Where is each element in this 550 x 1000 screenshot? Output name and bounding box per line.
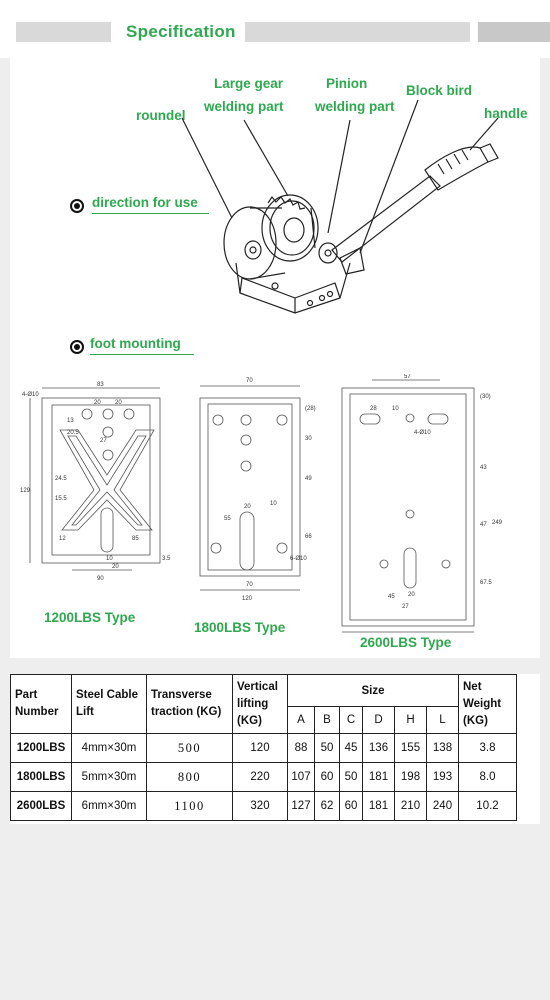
dim-66: 66 bbox=[305, 534, 312, 540]
dim-205: 20.5 bbox=[67, 430, 79, 436]
cell-size: 155 bbox=[395, 734, 427, 763]
header-traction: Transverse traction (KG) bbox=[147, 675, 233, 734]
cell-weight: 8.0 bbox=[459, 763, 517, 792]
dim-55: 55 bbox=[224, 516, 231, 522]
table-row bbox=[11, 734, 517, 763]
dim-57: 57 bbox=[404, 374, 411, 380]
header-part: Part Number bbox=[11, 675, 72, 734]
cell-part: 1200LBS bbox=[11, 734, 72, 763]
dim-49: 49 bbox=[305, 476, 312, 482]
cell-size: 136 bbox=[363, 734, 395, 763]
header-weight: Net Weight (KG) bbox=[459, 675, 517, 734]
banner-bar-left bbox=[16, 22, 111, 42]
dim-27: 27 bbox=[402, 604, 409, 610]
cell-size: 240 bbox=[427, 792, 459, 821]
size-col-header: C bbox=[340, 707, 363, 734]
cell-lifting: 320 bbox=[233, 792, 288, 821]
size-col-header: H bbox=[395, 707, 427, 734]
cell-size: 107 bbox=[288, 763, 315, 792]
dim-hole: 4-Ø10 bbox=[22, 392, 39, 398]
header-size: Size bbox=[288, 675, 459, 707]
cell-weight: 10.2 bbox=[459, 792, 517, 821]
cell-traction: 1100 bbox=[147, 792, 233, 821]
cell-size: 181 bbox=[363, 763, 395, 792]
dim-27: 27 bbox=[100, 438, 107, 444]
table-row bbox=[11, 763, 517, 792]
label-pinion-2: welding part bbox=[315, 99, 395, 114]
dim-hole: 4-Ø10 bbox=[414, 430, 431, 436]
label-handle: handle bbox=[484, 106, 528, 121]
type-label-1800: 1800LBS Type bbox=[194, 620, 286, 635]
dim-28: 28 bbox=[370, 406, 377, 412]
spec-banner bbox=[0, 0, 550, 58]
dim-120: 120 bbox=[242, 596, 253, 602]
cell-size: 181 bbox=[363, 792, 395, 821]
cell-size: 60 bbox=[315, 763, 340, 792]
dim-70: 70 bbox=[246, 378, 253, 384]
cell-size: 88 bbox=[288, 734, 315, 763]
cell-size: 50 bbox=[340, 763, 363, 792]
dim-20: 20 bbox=[112, 564, 119, 570]
size-col-header: A bbox=[288, 707, 315, 734]
cell-lifting: 220 bbox=[233, 763, 288, 792]
section-foot-mounting: foot mounting bbox=[90, 336, 181, 351]
dim-30: (30) bbox=[480, 394, 491, 400]
header-lifting: Vertical lifting (KG) bbox=[233, 675, 288, 734]
dim-45: 45 bbox=[388, 594, 395, 600]
banner-bar-right bbox=[245, 22, 470, 42]
cell-size: 138 bbox=[427, 734, 459, 763]
type-label-2600: 2600LBS Type bbox=[360, 635, 452, 650]
cell-traction: 500 bbox=[147, 734, 233, 763]
dim-85: 85 bbox=[132, 536, 139, 542]
cell-part: 2600LBS bbox=[11, 792, 72, 821]
cell-traction: 800 bbox=[147, 763, 233, 792]
dim-28: (28) bbox=[305, 406, 316, 412]
dim-10: 10 bbox=[106, 556, 113, 562]
dim-675: 67.5 bbox=[480, 580, 492, 586]
drawing-1800lbs bbox=[180, 370, 330, 610]
cell-weight: 3.8 bbox=[459, 734, 517, 763]
label-large-gear-2: welding part bbox=[204, 99, 284, 114]
cell-size: 210 bbox=[395, 792, 427, 821]
cell-size: 193 bbox=[427, 763, 459, 792]
dim-245: 24.5 bbox=[55, 476, 67, 482]
cell-part: 1800LBS bbox=[11, 763, 72, 792]
dim-10: 10 bbox=[270, 501, 277, 507]
label-block-bird: Block bird bbox=[406, 83, 473, 98]
cell-cable: 4mm×30m bbox=[72, 734, 147, 763]
cell-cable: 6mm×30m bbox=[72, 792, 147, 821]
drawing-1200lbs bbox=[12, 380, 182, 590]
cell-cable: 5mm×30m bbox=[72, 763, 147, 792]
dim-12: 12 bbox=[59, 536, 66, 542]
dim-155: 15.5 bbox=[55, 496, 67, 502]
cell-lifting: 120 bbox=[233, 734, 288, 763]
section-direction: direction for use bbox=[92, 195, 198, 210]
dim-249: 249 bbox=[492, 520, 502, 526]
drawing-2600lbs bbox=[332, 374, 502, 634]
dim-20a: 20 bbox=[94, 400, 101, 406]
cell-size: 50 bbox=[315, 734, 340, 763]
dim-129: 129 bbox=[20, 488, 31, 494]
dim-20: 20 bbox=[244, 504, 251, 510]
size-col-header: B bbox=[315, 707, 340, 734]
cell-size: 127 bbox=[288, 792, 315, 821]
size-col-header: L bbox=[427, 707, 459, 734]
table-row bbox=[11, 792, 517, 821]
dim-20b: 20 bbox=[115, 400, 122, 406]
dim-90: 90 bbox=[97, 576, 104, 582]
spec-table-panel bbox=[10, 674, 540, 824]
dim-hole: 6-Ø10 bbox=[290, 556, 307, 562]
label-roundel: roundel bbox=[136, 108, 186, 123]
size-col-header: D bbox=[363, 707, 395, 734]
dim-70b: 70 bbox=[246, 582, 253, 588]
dim-35: 3.5 bbox=[162, 556, 171, 562]
page-title: Specification bbox=[120, 22, 242, 42]
drawing-panel bbox=[10, 58, 540, 658]
cell-size: 198 bbox=[395, 763, 427, 792]
header-cable: Steel Cable Lift bbox=[72, 675, 147, 734]
cell-size: 45 bbox=[340, 734, 363, 763]
dim-47: 47 bbox=[480, 522, 487, 528]
dim-30: 30 bbox=[305, 436, 312, 442]
dim-20: 20 bbox=[408, 592, 415, 598]
cell-size: 62 bbox=[315, 792, 340, 821]
dim-83: 83 bbox=[97, 382, 104, 388]
label-large-gear-1: Large gear bbox=[214, 76, 284, 91]
cell-size: 60 bbox=[340, 792, 363, 821]
type-label-1200: 1200LBS Type bbox=[44, 610, 136, 625]
spec-table bbox=[10, 674, 517, 821]
label-pinion-1: Pinion bbox=[326, 76, 368, 91]
banner-bar-edge bbox=[478, 22, 550, 42]
dim-13: 13 bbox=[67, 418, 74, 424]
dim-43: 43 bbox=[480, 465, 487, 471]
dim-10: 10 bbox=[392, 406, 399, 412]
